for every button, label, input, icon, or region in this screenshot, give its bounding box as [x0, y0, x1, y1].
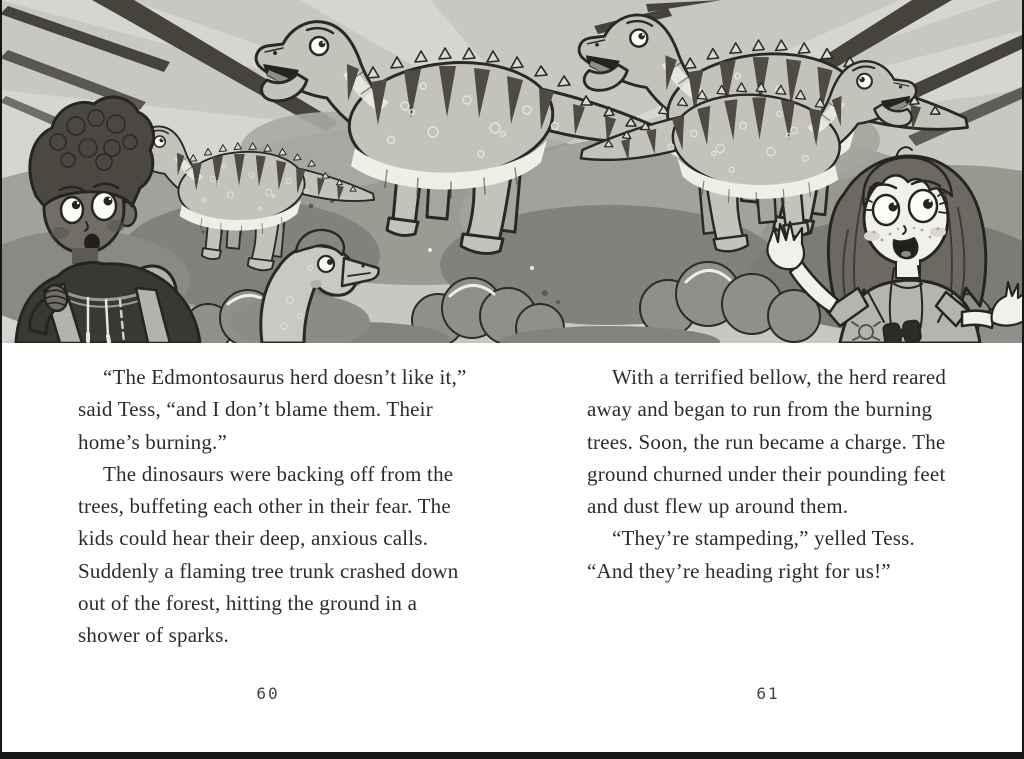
- page-edge-bottom: [0, 752, 1024, 759]
- paragraph: “They’re stampeding,” yelled Tess. “And they’re heading right for us!”: [587, 526, 915, 583]
- page-number-right: 61: [756, 684, 780, 703]
- paragraph: The dinosaurs were backing off from the trees, buffeting each other in their fear. The kids could hear their deep, anxious calls. Suddenly a flaming tree trunk crashed down out of the forest, hitting the ground in a shower of sparks.: [78, 461, 459, 648]
- paragraph: “The Edmontosaurus herd doesn’t like it,” said Tess, “and I don’t blame them. Their home’s burning.”: [78, 365, 467, 454]
- paragraph: With a terrified bellow, the herd reared away and began to run from the burning trees. Soon, the run became a charge. The ground churned under their pounding feet and dust flew up around them.: [587, 365, 947, 519]
- page-edge-left: [0, 0, 2, 759]
- page-number-left: 60: [256, 684, 280, 703]
- page-right-text: [587, 361, 959, 587]
- page-left-text: [78, 361, 476, 652]
- illustration: [0, 0, 1024, 343]
